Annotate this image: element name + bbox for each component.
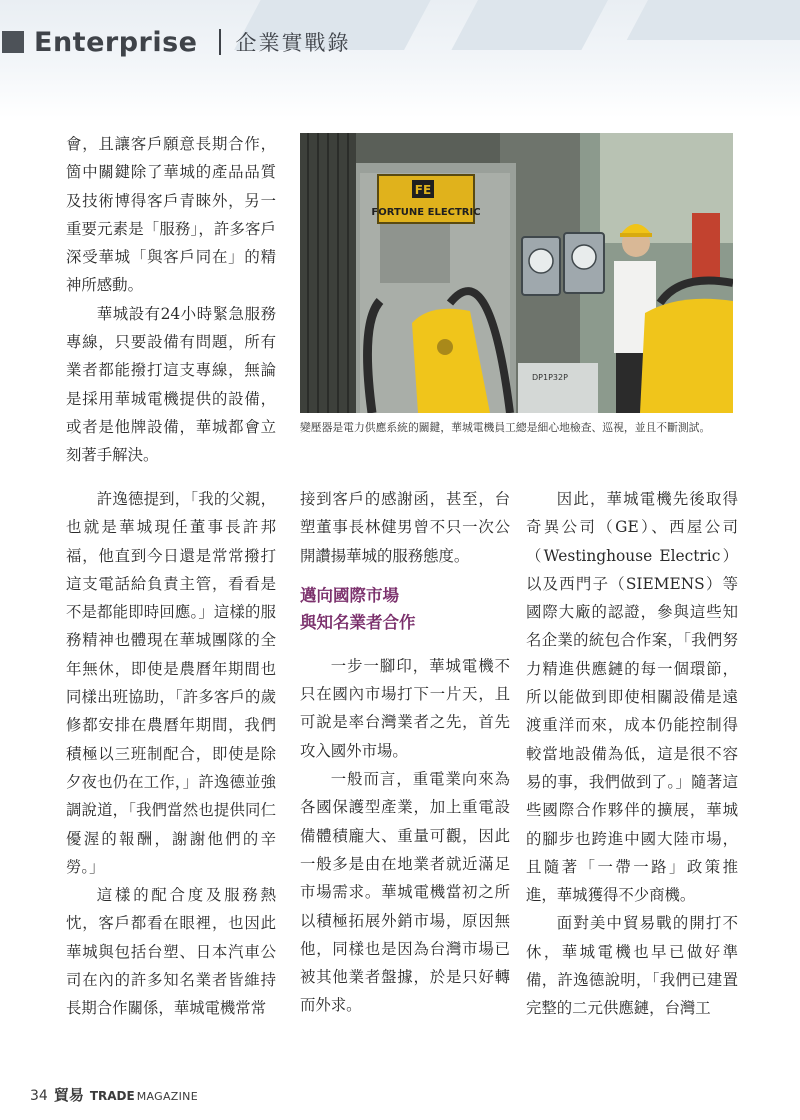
paragraph: 一般而言，重電業向來為各國保護型產業，加上重電設備體積龐大、重量可觀，因此一般多是由在地業者就近滿足市場需求。華城電機當初之所以積極拓展外銷市場，原因無他，同樣也是因為台灣市場已被其他業者盤據，於是只好轉而外求。: [300, 770, 510, 1015]
page-number: 34: [30, 1088, 48, 1104]
header-divider: [219, 29, 221, 55]
column-1-top: [66, 130, 276, 470]
paragraph: 面對美中貿易戰的開打不休，華城電機也早已做好準備，許逸德說明，「我們已建置完整的二元供應鏈，台灣工: [526, 914, 738, 1018]
paragraph: 華城設有24小時緊急服務專線，只要設備有問題，所有業者都能撥打這支專線，無論是採用華城電機提供的設備，或者是他牌設備，華城都會立刻著手解決。: [66, 304, 276, 465]
magazine-name-magazine: MAGAZINE: [136, 1090, 198, 1103]
section-title-en: Enterprise: [34, 26, 198, 58]
article-photo: [300, 133, 733, 413]
column-2: [300, 485, 510, 1020]
subheading-line-2: 與知名業者合作: [300, 612, 416, 632]
subheading-line-1: 邁向國際市場: [300, 585, 399, 605]
photo-sign-text: FORTUNE ELECTRIC: [371, 207, 481, 218]
photo-caption: 變壓器是電力供應系統的關鍵，華城電機員工總是細心地檢查、巡視，並且不斷測試。: [300, 421, 711, 434]
paragraph: 這樣的配合度及服務熱忱，客戶都看在眼裡，也因此華城與包括台塑、日本汽車公司在內的許多知名業者皆維持長期合作關係，華城電機常常: [66, 886, 276, 1018]
magazine-name-trade: TRADE: [89, 1089, 135, 1103]
photo-logo-text: FE: [414, 183, 432, 197]
section-title-zh: 企業實戰錄: [235, 31, 351, 55]
section-header: [0, 22, 350, 62]
column-1-bottom: [66, 485, 276, 1023]
subheading: [300, 582, 510, 636]
column-3: [526, 485, 738, 1023]
decor-shape: [451, 0, 618, 50]
paragraph: 因此，華城電機先後取得奇異公司（GE）、西屋公司（Westinghouse Electric）以及西門子（SIEMENS）等國際大廠的認證，參與這些知名企業的統包合作案，「我們努力精進供應鏈的每一個環節，所以能做到即使相關設備是遠渡重洋而來，成本仍能控制得較當地設備為低，這是很不容易的事，我們做到了。」隨著這些國際合作夥伴的擴展，華城的腳步也跨進中國大陸市場，且隨著「一帶一路」政策推進，華城獲得不少商機。: [526, 490, 738, 905]
decor-shape: [627, 0, 800, 40]
page-footer: [30, 1084, 198, 1105]
paragraph: 會，且讓客戶願意長期合作，箇中關鍵除了華城的產品品質及技術博得客戶青睞外，另一重要元素是「服務」，許多客戶深受華城「與客戶同在」的精神所感動。: [66, 135, 276, 295]
paragraph: 一步一腳印，華城電機不只在國內市場打下一片天，且可說是率台灣業者之先，首先攻入國外市場。: [300, 656, 510, 760]
magazine-name-zh: 貿易: [53, 1086, 84, 1104]
photo-tag-text: DP1P32P: [532, 373, 568, 382]
paragraph: 許逸德提到，「我的父親，也就是華城現任董事長許邦福，他直到今日還是常常撥打這支電話給負責主管，看看是不是都能即時回應。」這樣的服務精神也體現在華城團隊的全年無休，即使是農曆年期間也同樣出班協助，「許多客戶的歲修都安排在農曆年期間，我們積極以三班制配合，即使是除夕夜也仍在工作，」許逸德並強調說道，「我們當然也提供同仁優渥的報酬，謝謝他們的辛勞。」: [66, 490, 276, 876]
header-square-icon: [2, 31, 24, 53]
paragraph: 接到客戶的感謝函，甚至，台塑董事長林健男曾不只一次公開讚揚華城的服務態度。: [300, 490, 510, 565]
